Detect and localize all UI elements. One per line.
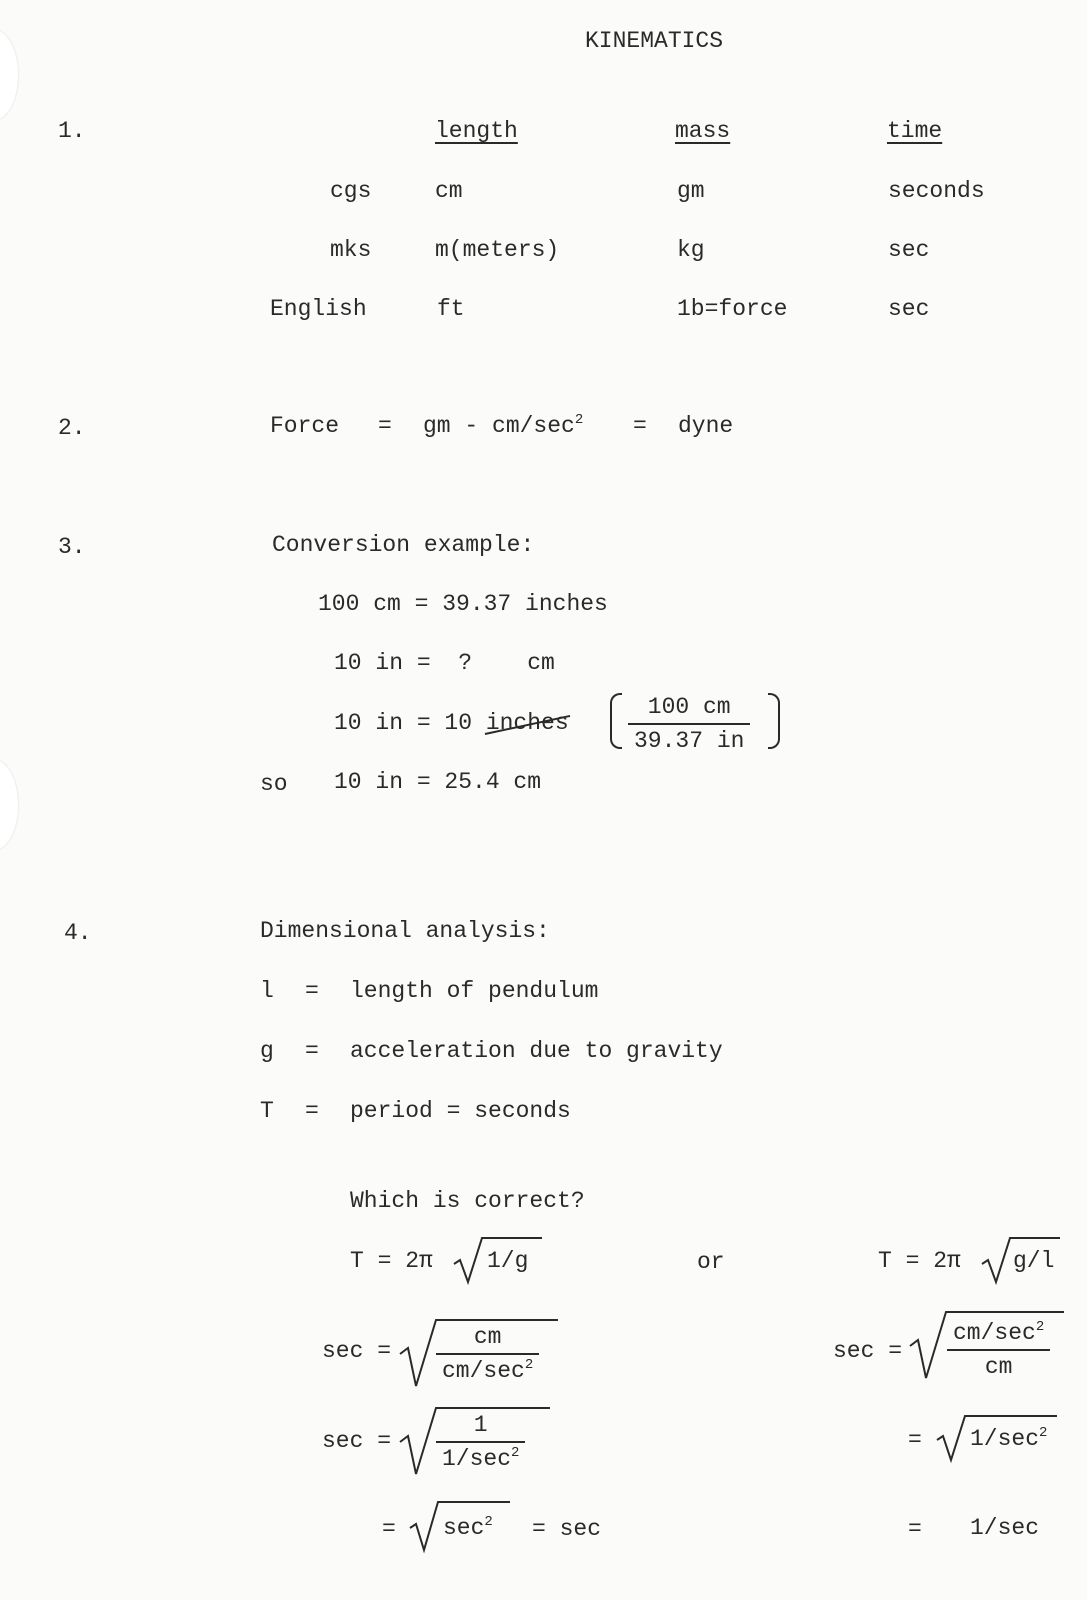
section-3-number: 3.	[58, 534, 86, 560]
def-g-description: acceleration due to gravity	[350, 1038, 723, 1064]
right-step2-equals: =	[908, 1427, 922, 1453]
right-step1-fraction	[947, 1319, 1050, 1380]
conversion-fraction-numerator: 100 cm	[628, 696, 750, 725]
right-step1-denominator: cm	[984, 1354, 1013, 1380]
left-step1-denominator: $cm/\sec^2$	[442, 1357, 534, 1384]
row-cgs-mass: gm	[677, 178, 705, 204]
def-l-symbol: l	[260, 978, 274, 1004]
punch-hole-top	[0, 30, 18, 120]
left-step1-lhs: sec =	[322, 1338, 392, 1364]
def-t-symbol: T	[260, 1098, 274, 1124]
force-label: Force	[270, 413, 340, 439]
row-english-length: ft	[437, 296, 465, 322]
right-step1-lhs: sec =	[833, 1338, 903, 1364]
row-mks-system: mks	[330, 237, 372, 263]
left-step3-result: = sec	[532, 1516, 602, 1542]
def-l-equals: =	[305, 978, 319, 1004]
row-english-system: English	[270, 296, 367, 322]
so-label: so	[260, 771, 288, 797]
conversion-line-1: 100 cm = 39.37 inches	[318, 591, 608, 617]
right-formula-prefix: T = 2π	[878, 1248, 961, 1274]
section-1-number: 1.	[58, 118, 86, 144]
conversion-fraction	[628, 696, 750, 753]
def-t-equals: =	[305, 1098, 319, 1124]
left-step2-denominator: $1/\sec^2$	[442, 1445, 520, 1472]
def-g-equals: =	[305, 1038, 319, 1064]
left-step2-lhs: sec =	[322, 1428, 392, 1454]
force-equals-2: =	[633, 413, 647, 439]
row-english-time: sec	[888, 296, 930, 322]
right-step3-equals: =	[908, 1516, 922, 1542]
left-step3-radicand: $\sec^2$	[443, 1514, 493, 1541]
right-step3-result: 1/sec	[970, 1515, 1040, 1541]
struck-units: inches	[485, 710, 569, 736]
row-mks-length: m(meters)	[435, 237, 560, 263]
def-g-symbol: g	[260, 1038, 274, 1064]
right-formula-radicand: g/l	[1013, 1248, 1055, 1274]
conversion-line-4: 10 in = 25.4 cm	[334, 769, 542, 795]
conversion-line-2: 10 in = ? cm	[334, 650, 555, 676]
header-mass: mass	[675, 118, 731, 144]
row-mks-mass: kg	[677, 237, 705, 263]
def-t-description: period = seconds	[350, 1098, 571, 1124]
conversion-line-3: 10 in = 10 inches	[334, 710, 569, 736]
row-english-mass: 1b=force	[677, 296, 788, 322]
left-formula-prefix: T = 2π	[350, 1248, 433, 1274]
left-paren	[610, 693, 622, 749]
header-time: time	[887, 118, 943, 144]
conversion-heading: Conversion example:	[272, 532, 535, 558]
row-cgs-time: seconds	[888, 178, 985, 204]
force-equals-1: =	[378, 413, 392, 439]
section-2-number: 2.	[58, 415, 86, 441]
force-units: gm - $cm/\sec^2$	[423, 412, 584, 439]
right-step2-radicand: $1/\sec^2$	[970, 1425, 1048, 1452]
header-length: length	[435, 118, 518, 144]
left-step3-equals: =	[382, 1516, 396, 1542]
left-step1-fraction	[436, 1326, 539, 1383]
question: Which is correct?	[350, 1188, 585, 1214]
left-formula-radicand: 1/g	[487, 1248, 529, 1274]
row-mks-time: sec	[888, 237, 930, 263]
def-l-description: length of pendulum	[350, 978, 599, 1004]
row-cgs-system: cgs	[330, 178, 372, 204]
right-paren	[768, 693, 780, 749]
or-label: or	[697, 1249, 725, 1275]
dimensional-heading: Dimensional analysis:	[260, 918, 550, 944]
section-4-number: 4.	[64, 920, 92, 946]
punch-hole-middle	[0, 760, 18, 850]
left-step2-numerator: 1	[436, 1414, 525, 1443]
left-step1-numerator: cm	[436, 1326, 539, 1355]
conversion-fraction-denominator: 39.37 in	[634, 728, 745, 754]
force-result: dyne	[678, 413, 734, 439]
right-step1-numerator: $cm/\sec^2$	[947, 1322, 1050, 1351]
row-cgs-length: cm	[435, 178, 463, 204]
left-step2-fraction	[436, 1414, 525, 1471]
page-title: KINEMATICS	[585, 28, 724, 54]
